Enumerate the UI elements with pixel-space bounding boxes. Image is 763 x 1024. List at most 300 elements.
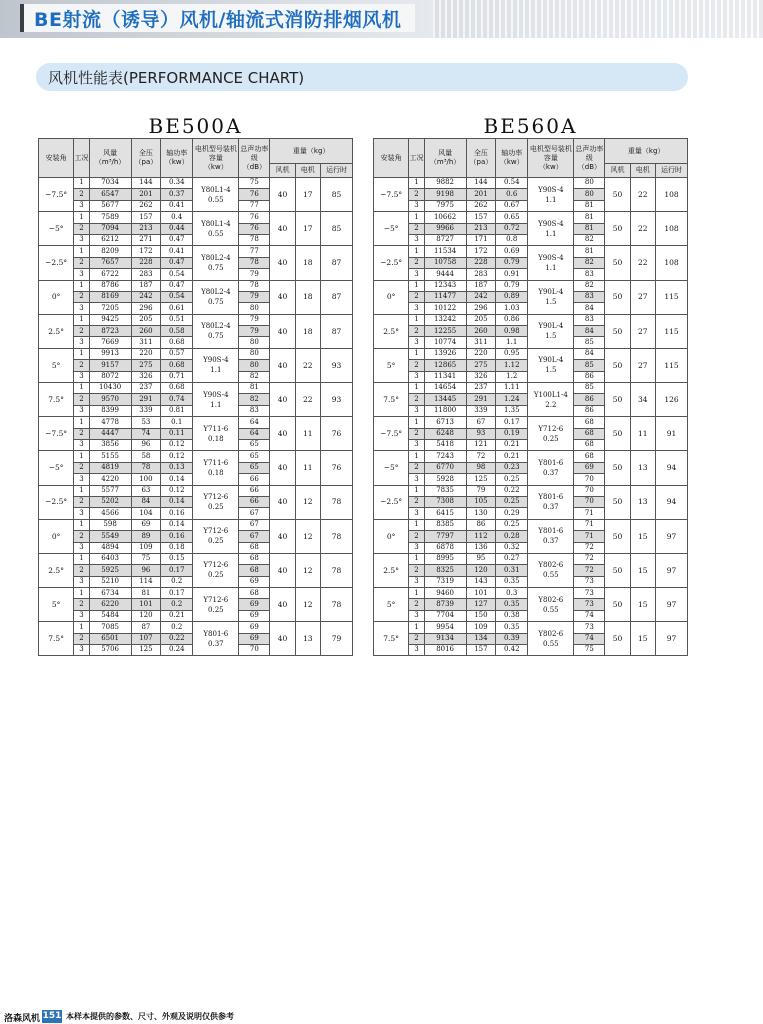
cell-weight-elec: 15 [630,622,655,656]
col-angle: 安装角 [374,139,409,178]
table-row [39,622,353,633]
cell-motor [528,622,574,656]
cell-pressure: 187 [131,280,161,291]
col-weight-elec: 电机 [630,164,655,178]
motor-model: Y80L2-4 [201,322,231,331]
cell-flow: 6734 [89,588,131,599]
motor-model: Y90L-4 [538,288,564,297]
cell-motor [528,417,574,451]
cell-power: 0.12 [161,485,193,496]
header-stripes [433,0,763,38]
cell-pressure: 93 [466,428,496,439]
cell-noise: 66 [239,474,270,485]
cell-power: 0.14 [161,496,193,507]
motor-model: Y801-6 [538,493,564,502]
cell-weight-run: 115 [655,280,687,314]
cell-pressure: 96 [131,439,161,450]
cell-pressure: 69 [131,519,161,530]
cell-pressure: 283 [466,269,496,280]
cell-motor [528,451,574,485]
cell-flow: 4447 [89,428,131,439]
cell-work: 1 [409,178,424,189]
cell-power: 0.98 [496,326,528,337]
cell-weight-fan: 50 [605,348,630,382]
cell-weight-elec: 34 [630,383,655,417]
cell-work: 1 [74,622,89,633]
cell-weight-elec: 12 [295,485,320,519]
cell-work: 1 [409,622,424,633]
cell-pressure: 86 [466,519,496,530]
cell-pressure: 220 [466,348,496,359]
cell-motor [528,280,574,314]
cell-pressure: 100 [131,474,161,485]
cell-work: 2 [409,360,424,371]
cell-noise: 84 [574,326,605,337]
motor-kw: 0.18 [208,468,224,477]
cell-flow: 11534 [424,246,466,257]
cell-power: 0.13 [161,462,193,473]
cell-power: 0.35 [496,576,528,587]
cell-motor [193,280,239,314]
cell-work: 1 [409,212,424,223]
table-row [39,519,353,530]
cell-power: 0.22 [496,485,528,496]
motor-model: Y801-6 [538,458,564,467]
cell-power: 1.03 [496,303,528,314]
cell-flow: 598 [89,519,131,530]
cell-weight-fan: 50 [605,280,630,314]
cell-noise: 86 [574,371,605,382]
cell-flow: 7205 [89,303,131,314]
cell-weight-run: 108 [655,212,687,246]
cell-weight-fan: 40 [270,485,295,519]
cell-flow: 6878 [424,542,466,553]
cell-weight-fan: 50 [605,178,630,212]
cell-weight-run: 115 [655,348,687,382]
cell-power: 0.47 [161,234,193,245]
cell-flow: 5418 [424,439,466,450]
cell-flow: 5202 [89,496,131,507]
cell-power: 0.25 [496,474,528,485]
cell-weight-fan: 50 [605,588,630,622]
cell-pressure: 228 [131,257,161,268]
cell-power: 0.58 [161,326,193,337]
cell-weight-elec: 22 [630,212,655,246]
cell-work: 3 [74,303,89,314]
cell-pressure: 311 [131,337,161,348]
cell-motor [193,622,239,656]
cell-weight-fan: 40 [270,383,295,417]
motor-kw: 0.55 [208,229,224,238]
cell-weight-elec: 11 [295,417,320,451]
cell-flow: 9157 [89,360,131,371]
cell-work: 2 [74,565,89,576]
cell-work: 3 [74,405,89,416]
cell-work: 2 [74,326,89,337]
cell-noise: 85 [574,383,605,394]
cell-noise: 66 [239,496,270,507]
cell-angle: 0° [39,519,74,553]
cell-work: 2 [409,462,424,473]
cell-pressure: 311 [466,337,496,348]
cell-noise: 83 [239,405,270,416]
cell-power: 0.54 [161,291,193,302]
cell-angle: −5° [374,212,409,246]
cell-angle: −7.5° [39,417,74,451]
cell-work: 1 [74,383,89,394]
cell-noise: 77 [239,200,270,211]
cell-work: 3 [409,508,424,519]
cell-power: 0.16 [161,508,193,519]
cell-pressure: 157 [466,645,496,656]
cell-angle: 7.5° [374,622,409,656]
motor-kw: 1.1 [545,195,557,204]
table-body [39,178,353,656]
cell-motor [528,178,574,212]
cell-noise: 81 [574,246,605,257]
cell-pressure: 130 [466,508,496,519]
cell-noise: 68 [239,542,270,553]
cell-pressure: 127 [466,599,496,610]
cell-noise: 64 [239,417,270,428]
cell-work: 2 [409,428,424,439]
cell-work: 1 [74,519,89,530]
cell-power: 0.17 [161,588,193,599]
cell-noise: 80 [239,360,270,371]
cell-flow: 4819 [89,462,131,473]
cell-noise: 74 [574,610,605,621]
cell-work: 2 [74,394,89,405]
motor-model: Y80L1-4 [201,219,231,228]
cell-noise: 70 [574,474,605,485]
cell-noise: 86 [574,394,605,405]
cell-flow: 5925 [89,565,131,576]
cell-work: 3 [74,439,89,450]
cell-angle: 5° [374,588,409,622]
cell-flow: 6220 [89,599,131,610]
cell-flow: 7975 [424,200,466,211]
cell-noise: 68 [574,439,605,450]
cell-noise: 82 [239,394,270,405]
cell-noise: 76 [239,223,270,234]
cell-pressure: 213 [131,223,161,234]
cell-work: 2 [409,394,424,405]
cell-power: 0.24 [161,645,193,656]
cell-work: 3 [74,645,89,656]
cell-weight-elec: 11 [295,451,320,485]
cell-power: 1.2 [496,371,528,382]
cell-weight-elec: 12 [295,519,320,553]
cell-noise: 71 [574,508,605,519]
motor-kw: 0.25 [543,434,559,443]
cell-flow: 8739 [424,599,466,610]
cell-weight-run: 97 [655,622,687,656]
cell-flow: 8995 [424,553,466,564]
cell-angle: −7.5° [374,178,409,212]
cell-pressure: 339 [131,405,161,416]
cell-work: 1 [409,485,424,496]
cell-pressure: 120 [131,610,161,621]
performance-table [38,138,353,656]
section-title: 风机性能表(PERFORMANCE CHART) [48,68,305,87]
cell-noise: 73 [574,576,605,587]
cell-work: 1 [74,246,89,257]
cell-power: 0.95 [496,348,528,359]
cell-weight-fan: 50 [605,417,630,451]
cell-power: 0.86 [496,314,528,325]
cell-motor [193,383,239,417]
cell-weight-run: 76 [320,451,352,485]
table-row [39,314,353,325]
cell-noise: 80 [239,303,270,314]
motor-kw: 0.55 [543,639,559,648]
cell-pressure: 109 [466,622,496,633]
motor-model: Y712-6 [538,424,564,433]
motor-kw: 1.1 [210,366,222,375]
motor-model: Y90L-4 [538,356,564,365]
cell-flow: 5577 [89,485,131,496]
cell-weight-fan: 40 [270,553,295,587]
cell-power: 0.79 [496,280,528,291]
cell-noise: 69 [239,633,270,644]
cell-pressure: 187 [466,280,496,291]
motor-model: Y80L1-4 [201,185,231,194]
cell-power: 0.69 [496,246,528,257]
cell-weight-run: 97 [655,588,687,622]
cell-pressure: 237 [131,383,161,394]
cell-flow: 8209 [89,246,131,257]
cell-work: 3 [74,234,89,245]
cell-work: 1 [409,246,424,257]
cell-pressure: 101 [131,599,161,610]
motor-model: Y802-6 [538,595,564,604]
motor-model: Y711-6 [203,458,229,467]
cell-flow: 5928 [424,474,466,485]
motor-kw: 0.37 [208,639,224,648]
cell-noise: 71 [574,519,605,530]
cell-motor [193,212,239,246]
cell-pressure: 205 [131,314,161,325]
cell-flow: 10430 [89,383,131,394]
cell-noise: 80 [574,189,605,200]
cell-work: 3 [409,576,424,587]
cell-weight-run: 97 [655,519,687,553]
cell-flow: 7657 [89,257,131,268]
cell-noise: 86 [574,405,605,416]
cell-work: 1 [409,519,424,530]
cell-weight-elec: 27 [630,348,655,382]
col-weight: 重量（kg） [605,139,688,164]
cell-motor [193,246,239,280]
cell-flow: 11477 [424,291,466,302]
cell-power: 0.47 [161,257,193,268]
cell-flow: 4894 [89,542,131,553]
motor-model: Y802-6 [538,629,564,638]
cell-work: 3 [74,474,89,485]
cell-power: 0.71 [161,371,193,382]
cell-motor [528,588,574,622]
cell-noise: 70 [574,496,605,507]
cell-angle: 5° [39,588,74,622]
cell-pressure: 172 [466,246,496,257]
col-flow: 风量 （m³/h） [424,139,466,178]
cell-noise: 79 [239,291,270,302]
motor-model: Y712-6 [203,561,229,570]
motor-kw: 1.1 [545,229,557,238]
table-row [374,417,688,428]
cell-weight-run: 108 [655,246,687,280]
table-row [374,588,688,599]
cell-noise: 70 [239,645,270,656]
cell-flow: 8786 [89,280,131,291]
cell-pressure: 157 [466,212,496,223]
table-row [39,246,353,257]
cell-pressure: 283 [131,269,161,280]
cell-power: 0.12 [161,439,193,450]
cell-pressure: 171 [466,234,496,245]
cell-flow: 5484 [89,610,131,621]
cell-pressure: 262 [466,200,496,211]
cell-work: 3 [409,303,424,314]
col-motor: 电机型号装机容量 （kw） [193,139,239,178]
page-number: 151 [42,1011,62,1021]
cell-weight-run: 93 [320,348,352,382]
cell-pressure: 150 [466,610,496,621]
cell-pressure: 296 [466,303,496,314]
cell-weight-elec: 15 [630,553,655,587]
cell-power: 0.21 [496,451,528,462]
cell-pressure: 172 [131,246,161,257]
cell-power: 0.37 [161,189,193,200]
cell-work: 1 [74,553,89,564]
cell-weight-elec: 18 [295,314,320,348]
cell-flow: 9134 [424,633,466,644]
cell-pressure: 213 [466,223,496,234]
cell-weight-fan: 40 [270,280,295,314]
table-row [39,588,353,599]
cell-noise: 82 [574,280,605,291]
table-row [39,348,353,359]
cell-motor [528,314,574,348]
cell-power: 0.25 [496,519,528,530]
cell-work: 2 [409,189,424,200]
cell-power: 0.11 [161,428,193,439]
header-title-box [20,4,415,32]
cell-motor [193,519,239,553]
cell-power: 0.35 [496,599,528,610]
cell-pressure: 201 [131,189,161,200]
cell-weight-run: 94 [655,485,687,519]
cell-work: 2 [74,291,89,302]
cell-motor [528,553,574,587]
cell-flow: 8169 [89,291,131,302]
cell-power: 0.41 [161,200,193,211]
cell-flow: 5706 [89,645,131,656]
cell-pressure: 120 [466,565,496,576]
cell-noise: 80 [239,337,270,348]
table-row [374,451,688,462]
cell-motor [193,417,239,451]
cell-pressure: 84 [131,496,161,507]
cell-power: 0.61 [161,303,193,314]
motor-kw: 0.75 [208,332,224,341]
cell-weight-elec: 17 [295,212,320,246]
cell-motor [528,246,574,280]
cell-flow: 13242 [424,314,466,325]
cell-weight-run: 76 [320,417,352,451]
cell-pressure: 242 [131,291,161,302]
cell-power: 0.47 [161,280,193,291]
table-row [374,348,688,359]
cell-angle: 5° [39,348,74,382]
motor-kw: 0.25 [208,503,224,512]
cell-weight-elec: 22 [295,348,320,382]
col-weight: 重量（kg） [270,139,353,164]
cell-weight-fan: 50 [605,519,630,553]
cell-angle: −2.5° [39,485,74,519]
motor-kw: 0.75 [208,263,224,272]
cell-flow: 5677 [89,200,131,211]
table-row [39,451,353,462]
cell-power: 0.57 [161,348,193,359]
cell-pressure: 96 [131,565,161,576]
cell-power: 0.17 [161,565,193,576]
cell-weight-elec: 22 [630,246,655,280]
cell-work: 2 [409,496,424,507]
col-pressure: 全压 （pa） [131,139,161,178]
cell-pressure: 109 [131,542,161,553]
motor-kw: 0.37 [543,537,559,546]
cell-weight-elec: 27 [630,314,655,348]
table-row [39,553,353,564]
cell-angle: −5° [39,212,74,246]
cell-flow: 5210 [89,576,131,587]
cell-work: 1 [74,212,89,223]
cell-pressure: 63 [131,485,161,496]
cell-work: 2 [409,326,424,337]
cell-weight-fan: 40 [270,622,295,656]
cell-motor [528,348,574,382]
cell-angle: −2.5° [374,485,409,519]
table-row [374,280,688,291]
cell-weight-run: 79 [320,622,352,656]
cell-flow: 6722 [89,269,131,280]
footer-brand: 洛森风机 [4,1014,41,1024]
cell-noise: 79 [239,269,270,280]
motor-model: Y711-6 [203,424,229,433]
cell-flow: 10662 [424,212,466,223]
col-power: 轴功率 （kw） [496,139,528,178]
cell-pressure: 114 [131,576,161,587]
cell-noise: 81 [574,212,605,223]
cell-power: 0.21 [496,439,528,450]
table-row [39,383,353,394]
cell-weight-run: 126 [655,383,687,417]
motor-model: Y712-6 [203,595,229,604]
cell-flow: 7094 [89,223,131,234]
cell-noise: 64 [239,428,270,439]
cell-angle: −2.5° [39,246,74,280]
cell-weight-elec: 15 [630,588,655,622]
cell-pressure: 95 [466,553,496,564]
cell-noise: 76 [239,189,270,200]
cell-angle: 2.5° [374,314,409,348]
cell-pressure: 72 [466,451,496,462]
motor-kw: 0.55 [208,195,224,204]
cell-power: 0.67 [496,200,528,211]
cell-power: 0.15 [161,553,193,564]
cell-pressure: 275 [466,360,496,371]
